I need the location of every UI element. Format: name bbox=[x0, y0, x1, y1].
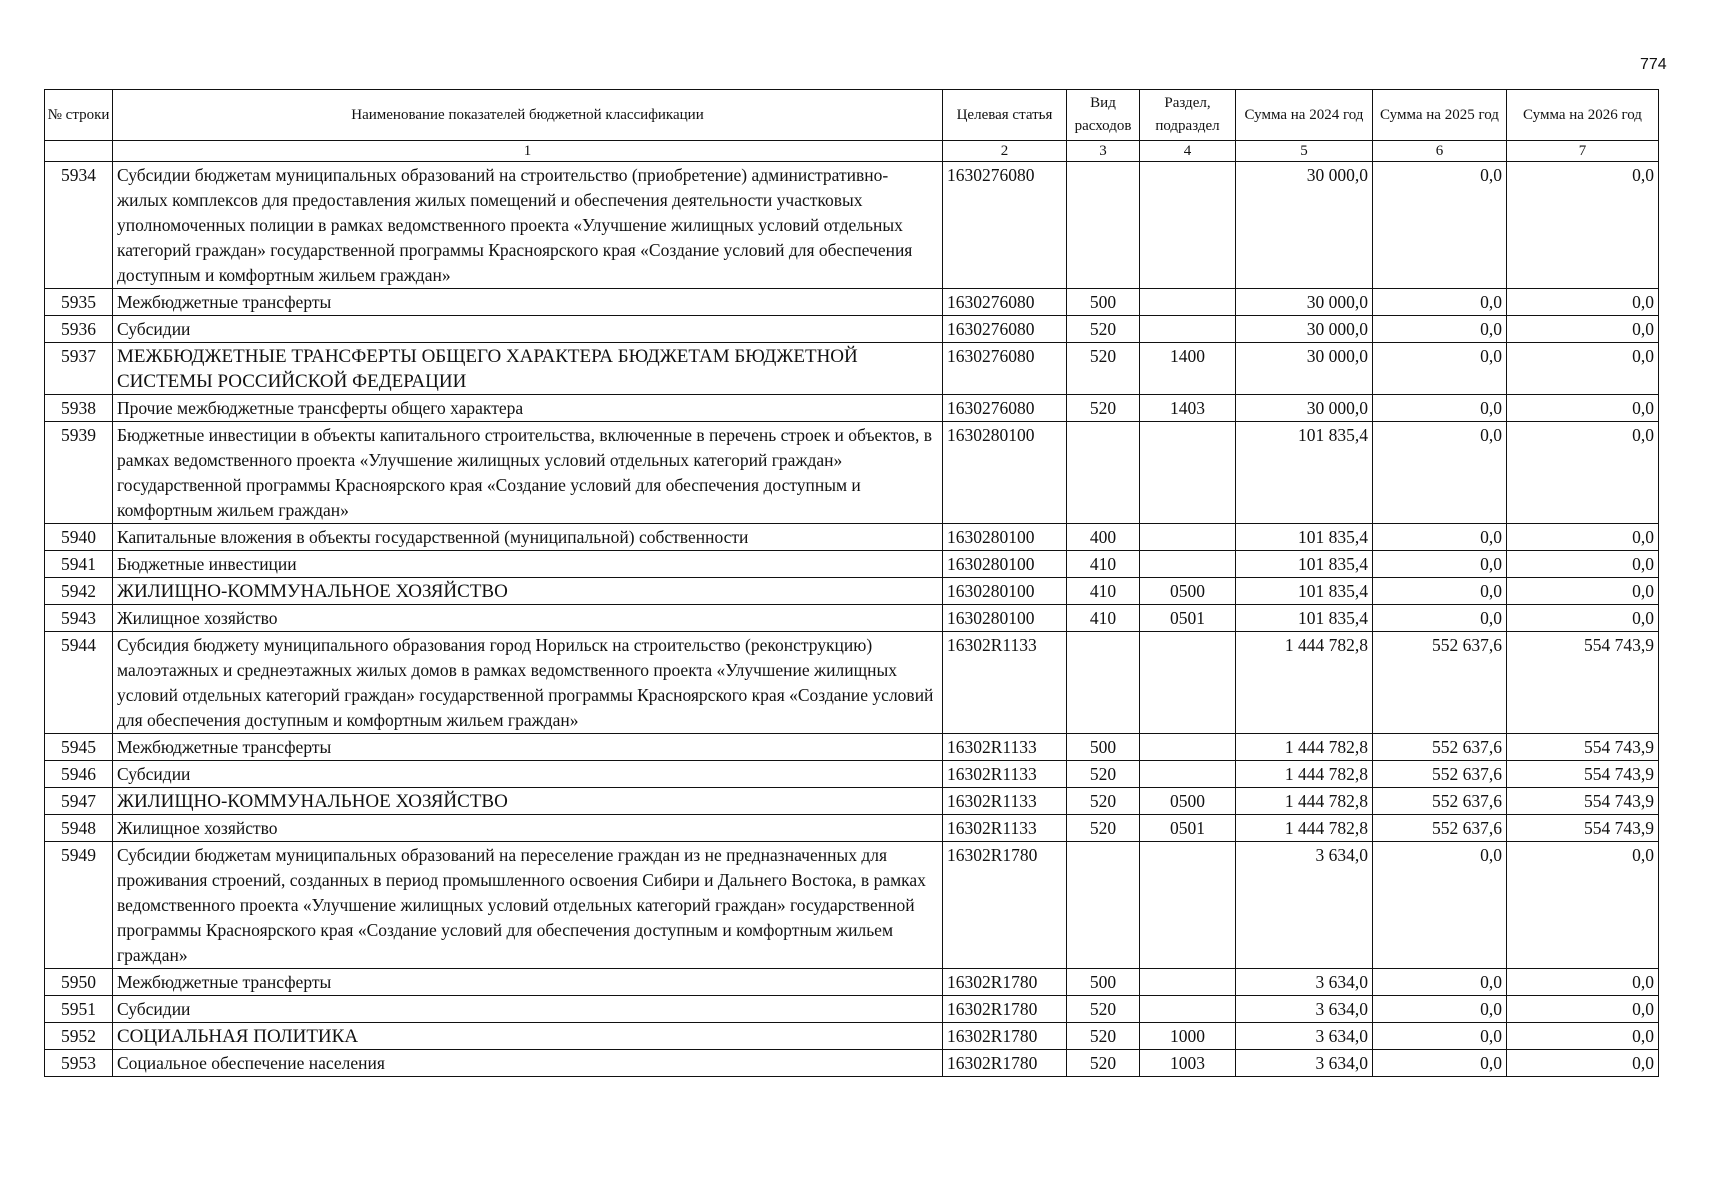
sum-2025-cell: 0,0 bbox=[1373, 162, 1507, 289]
sum-2024-cell: 1 444 782,8 bbox=[1236, 788, 1373, 815]
section-cell bbox=[1140, 524, 1236, 551]
expense-type-cell bbox=[1067, 632, 1140, 734]
header-number-cell: 4 bbox=[1140, 141, 1236, 162]
section-cell bbox=[1140, 969, 1236, 996]
expense-type-cell: 500 bbox=[1067, 289, 1140, 316]
sum-2024-cell: 101 835,4 bbox=[1236, 605, 1373, 632]
sum-2024-cell: 3 634,0 bbox=[1236, 996, 1373, 1023]
header-number-cell: 1 bbox=[113, 141, 943, 162]
target-article-cell: 1630276080 bbox=[943, 395, 1067, 422]
expense-type-cell bbox=[1067, 842, 1140, 969]
header-sum-2024: Сумма на 2024 год bbox=[1236, 90, 1373, 141]
indicator-name-cell: Межбюджетные трансферты bbox=[113, 734, 943, 761]
target-article-cell: 16302R1133 bbox=[943, 632, 1067, 734]
indicator-name-cell: Субсидии бюджетам муниципальных образований на переселение граждан из не предназначенных для проживания строений, созданных в период промышленного освоения Сибири и Дальнего Востока, в рамках ведомственного проекта «Улучшение жилищных условий отдельных категорий граждан» государственной программы Красноярского края «Создание условий для обеспечения доступным и комфортным жильем граждан» bbox=[113, 842, 943, 969]
header-indicator-name: Наименование показателей бюджетной классификации bbox=[113, 90, 943, 141]
sum-2026-cell: 554 743,9 bbox=[1507, 734, 1659, 761]
section-cell: 1000 bbox=[1140, 1023, 1236, 1050]
sum-2026-cell: 0,0 bbox=[1507, 842, 1659, 969]
expense-type-cell: 520 bbox=[1067, 316, 1140, 343]
row-number-cell: 5935 bbox=[45, 289, 113, 316]
expense-type-cell: 520 bbox=[1067, 1050, 1140, 1077]
row-number-cell: 5941 bbox=[45, 551, 113, 578]
indicator-name-cell: Субсидии bbox=[113, 761, 943, 788]
table-row bbox=[45, 316, 1659, 343]
expense-type-cell: 500 bbox=[1067, 734, 1140, 761]
sum-2024-cell: 30 000,0 bbox=[1236, 395, 1373, 422]
indicator-name-cell: Жилищное хозяйство bbox=[113, 605, 943, 632]
expense-type-cell: 520 bbox=[1067, 815, 1140, 842]
table-row bbox=[45, 996, 1659, 1023]
sum-2025-cell: 0,0 bbox=[1373, 551, 1507, 578]
sum-2024-cell: 1 444 782,8 bbox=[1236, 761, 1373, 788]
expense-type-cell bbox=[1067, 162, 1140, 289]
sum-2026-cell: 554 743,9 bbox=[1507, 632, 1659, 734]
header-row-number: № строки bbox=[45, 90, 113, 141]
sum-2026-cell: 0,0 bbox=[1507, 578, 1659, 605]
expense-type-cell: 520 bbox=[1067, 343, 1140, 395]
indicator-name-cell: Бюджетные инвестиции в объекты капитального строительства, включенные в перечень строек и объектов, в рамках ведомственного проекта «Улучшение жилищных условий отдельных категорий граждан» государственной программы Красноярского края «Создание условий для обеспечения доступным и комфортным жильем граждан» bbox=[113, 422, 943, 524]
header-section: Раздел, подраздел bbox=[1140, 90, 1236, 141]
table-row bbox=[45, 788, 1659, 815]
header-row bbox=[45, 90, 1659, 141]
sum-2024-cell: 1 444 782,8 bbox=[1236, 815, 1373, 842]
row-number-cell: 5938 bbox=[45, 395, 113, 422]
row-number-cell: 5947 bbox=[45, 788, 113, 815]
target-article-cell: 1630280100 bbox=[943, 578, 1067, 605]
indicator-name-cell: Капитальные вложения в объекты государственной (муниципальной) собственности bbox=[113, 524, 943, 551]
target-article-cell: 16302R1133 bbox=[943, 734, 1067, 761]
header-sum-2025: Сумма на 2025 год bbox=[1373, 90, 1507, 141]
table-row bbox=[45, 289, 1659, 316]
section-cell bbox=[1140, 842, 1236, 969]
table-row bbox=[45, 162, 1659, 289]
header-number-cell: 3 bbox=[1067, 141, 1140, 162]
indicator-name-cell: Социальное обеспечение населения bbox=[113, 1050, 943, 1077]
section-cell bbox=[1140, 316, 1236, 343]
sum-2025-cell: 0,0 bbox=[1373, 842, 1507, 969]
sum-2024-cell: 1 444 782,8 bbox=[1236, 734, 1373, 761]
expense-type-cell: 520 bbox=[1067, 788, 1140, 815]
target-article-cell: 16302R1780 bbox=[943, 996, 1067, 1023]
sum-2025-cell: 0,0 bbox=[1373, 316, 1507, 343]
table-row bbox=[45, 578, 1659, 605]
target-article-cell: 1630280100 bbox=[943, 422, 1067, 524]
sum-2025-cell: 0,0 bbox=[1373, 1023, 1507, 1050]
sum-2024-cell: 101 835,4 bbox=[1236, 578, 1373, 605]
section-cell: 0501 bbox=[1140, 815, 1236, 842]
target-article-cell: 16302R1780 bbox=[943, 842, 1067, 969]
table-row bbox=[45, 1023, 1659, 1050]
target-article-cell: 1630280100 bbox=[943, 605, 1067, 632]
sum-2025-cell: 0,0 bbox=[1373, 343, 1507, 395]
sum-2024-cell: 101 835,4 bbox=[1236, 524, 1373, 551]
row-number-cell: 5942 bbox=[45, 578, 113, 605]
sum-2026-cell: 554 743,9 bbox=[1507, 761, 1659, 788]
sum-2026-cell: 0,0 bbox=[1507, 343, 1659, 395]
sum-2024-cell: 101 835,4 bbox=[1236, 422, 1373, 524]
expense-type-cell: 500 bbox=[1067, 969, 1140, 996]
sum-2026-cell: 0,0 bbox=[1507, 395, 1659, 422]
sum-2026-cell: 0,0 bbox=[1507, 605, 1659, 632]
table-row bbox=[45, 761, 1659, 788]
header-number-cell: 6 bbox=[1373, 141, 1507, 162]
row-number-cell: 5953 bbox=[45, 1050, 113, 1077]
expense-type-cell: 410 bbox=[1067, 578, 1140, 605]
table-row bbox=[45, 395, 1659, 422]
table-row bbox=[45, 815, 1659, 842]
target-article-cell: 1630276080 bbox=[943, 289, 1067, 316]
page-number: 774 bbox=[1640, 56, 1667, 73]
sum-2024-cell: 101 835,4 bbox=[1236, 551, 1373, 578]
sum-2025-cell: 552 637,6 bbox=[1373, 761, 1507, 788]
row-number-cell: 5936 bbox=[45, 316, 113, 343]
indicator-name-cell: ЖИЛИЩНО-КОММУНАЛЬНОЕ ХОЗЯЙСТВО bbox=[113, 788, 943, 815]
sum-2026-cell: 0,0 bbox=[1507, 289, 1659, 316]
sum-2024-cell: 3 634,0 bbox=[1236, 842, 1373, 969]
section-cell: 1003 bbox=[1140, 1050, 1236, 1077]
indicator-name-cell: СОЦИАЛЬНАЯ ПОЛИТИКА bbox=[113, 1023, 943, 1050]
sum-2024-cell: 3 634,0 bbox=[1236, 969, 1373, 996]
sum-2025-cell: 552 637,6 bbox=[1373, 734, 1507, 761]
sum-2025-cell: 0,0 bbox=[1373, 969, 1507, 996]
section-cell: 0500 bbox=[1140, 788, 1236, 815]
indicator-name-cell: Субсидии бюджетам муниципальных образований на строительство (приобретение) административно-жилых комплексов для предоставления жилых помещений и обеспечения деятельности участковых уполномоченных полиции в рамках ведомственного проекта «Улучшение жилищных условий отдельных категорий граждан» государственной программы Красноярского края «Создание условий для обеспечения доступным и комфортным жильем граждан» bbox=[113, 162, 943, 289]
sum-2025-cell: 552 637,6 bbox=[1373, 788, 1507, 815]
sum-2026-cell: 0,0 bbox=[1507, 969, 1659, 996]
section-cell bbox=[1140, 632, 1236, 734]
sum-2026-cell: 0,0 bbox=[1507, 524, 1659, 551]
indicator-name-cell: Субсидия бюджету муниципального образования город Норильск на строительство (реконструкцию) малоэтажных и среднеэтажных жилых домов в рамках ведомственного проекта «Улучшение жилищных условий отдельных категорий граждан» государственной программы Красноярского края «Создание условий для обеспечения доступным и комфортным жильем граждан» bbox=[113, 632, 943, 734]
table-row bbox=[45, 842, 1659, 969]
target-article-cell: 16302R1133 bbox=[943, 761, 1067, 788]
header-sum-2026: Сумма на 2026 год bbox=[1507, 90, 1659, 141]
sum-2025-cell: 552 637,6 bbox=[1373, 632, 1507, 734]
sum-2025-cell: 0,0 bbox=[1373, 395, 1507, 422]
row-number-cell: 5948 bbox=[45, 815, 113, 842]
sum-2026-cell: 554 743,9 bbox=[1507, 815, 1659, 842]
section-cell bbox=[1140, 551, 1236, 578]
target-article-cell: 16302R1133 bbox=[943, 815, 1067, 842]
header-expense-type: Вид расходов bbox=[1067, 90, 1140, 141]
section-cell bbox=[1140, 162, 1236, 289]
target-article-cell: 16302R1780 bbox=[943, 1050, 1067, 1077]
expense-type-cell: 520 bbox=[1067, 1023, 1140, 1050]
sum-2024-cell: 30 000,0 bbox=[1236, 162, 1373, 289]
header-number-cell: 7 bbox=[1507, 141, 1659, 162]
sum-2026-cell: 0,0 bbox=[1507, 996, 1659, 1023]
sum-2025-cell: 0,0 bbox=[1373, 605, 1507, 632]
expense-type-cell: 410 bbox=[1067, 605, 1140, 632]
table-row bbox=[45, 551, 1659, 578]
sum-2024-cell: 3 634,0 bbox=[1236, 1050, 1373, 1077]
row-number-cell: 5946 bbox=[45, 761, 113, 788]
expense-type-cell: 520 bbox=[1067, 395, 1140, 422]
header-target-article: Целевая статья bbox=[943, 90, 1067, 141]
sum-2026-cell: 0,0 bbox=[1507, 1050, 1659, 1077]
section-cell: 0500 bbox=[1140, 578, 1236, 605]
expense-type-cell: 400 bbox=[1067, 524, 1140, 551]
section-cell bbox=[1140, 734, 1236, 761]
indicator-name-cell: Прочие межбюджетные трансферты общего характера bbox=[113, 395, 943, 422]
sum-2026-cell: 0,0 bbox=[1507, 551, 1659, 578]
expense-type-cell bbox=[1067, 422, 1140, 524]
expense-type-cell: 520 bbox=[1067, 761, 1140, 788]
sum-2024-cell: 3 634,0 bbox=[1236, 1023, 1373, 1050]
target-article-cell: 1630276080 bbox=[943, 162, 1067, 289]
row-number-cell: 5949 bbox=[45, 842, 113, 969]
sum-2026-cell: 0,0 bbox=[1507, 422, 1659, 524]
indicator-name-cell: Субсидии bbox=[113, 316, 943, 343]
header-numbering-row bbox=[45, 141, 1659, 162]
row-number-cell: 5950 bbox=[45, 969, 113, 996]
section-cell bbox=[1140, 996, 1236, 1023]
header-number-cell: 5 bbox=[1236, 141, 1373, 162]
header-number-cell bbox=[45, 141, 113, 162]
indicator-name-cell: Жилищное хозяйство bbox=[113, 815, 943, 842]
sum-2024-cell: 1 444 782,8 bbox=[1236, 632, 1373, 734]
table-row bbox=[45, 524, 1659, 551]
sum-2025-cell: 0,0 bbox=[1373, 524, 1507, 551]
section-cell: 1400 bbox=[1140, 343, 1236, 395]
sum-2025-cell: 0,0 bbox=[1373, 996, 1507, 1023]
target-article-cell: 1630280100 bbox=[943, 524, 1067, 551]
indicator-name-cell: Межбюджетные трансферты bbox=[113, 969, 943, 996]
row-number-cell: 5952 bbox=[45, 1023, 113, 1050]
target-article-cell: 16302R1780 bbox=[943, 969, 1067, 996]
section-cell: 1403 bbox=[1140, 395, 1236, 422]
section-cell bbox=[1140, 761, 1236, 788]
header-number-cell: 2 bbox=[943, 141, 1067, 162]
row-number-cell: 5934 bbox=[45, 162, 113, 289]
sum-2026-cell: 0,0 bbox=[1507, 162, 1659, 289]
sum-2025-cell: 0,0 bbox=[1373, 578, 1507, 605]
row-number-cell: 5940 bbox=[45, 524, 113, 551]
budget-table bbox=[44, 89, 1659, 1077]
sum-2024-cell: 30 000,0 bbox=[1236, 289, 1373, 316]
section-cell: 0501 bbox=[1140, 605, 1236, 632]
row-number-cell: 5945 bbox=[45, 734, 113, 761]
indicator-name-cell: МЕЖБЮДЖЕТНЫЕ ТРАНСФЕРТЫ ОБЩЕГО ХАРАКТЕРА БЮДЖЕТАМ БЮДЖЕТНОЙ СИСТЕМЫ РОССИЙСКОЙ ФЕДЕРАЦИИ bbox=[113, 343, 943, 395]
indicator-name-cell: Межбюджетные трансферты bbox=[113, 289, 943, 316]
target-article-cell: 1630276080 bbox=[943, 343, 1067, 395]
table-row bbox=[45, 632, 1659, 734]
row-number-cell: 5939 bbox=[45, 422, 113, 524]
sum-2025-cell: 552 637,6 bbox=[1373, 815, 1507, 842]
sum-2025-cell: 0,0 bbox=[1373, 422, 1507, 524]
indicator-name-cell: Бюджетные инвестиции bbox=[113, 551, 943, 578]
expense-type-cell: 410 bbox=[1067, 551, 1140, 578]
row-number-cell: 5944 bbox=[45, 632, 113, 734]
target-article-cell: 16302R1780 bbox=[943, 1023, 1067, 1050]
target-article-cell: 16302R1133 bbox=[943, 788, 1067, 815]
row-number-cell: 5943 bbox=[45, 605, 113, 632]
table-row bbox=[45, 1050, 1659, 1077]
table-row bbox=[45, 734, 1659, 761]
row-number-cell: 5951 bbox=[45, 996, 113, 1023]
sum-2025-cell: 0,0 bbox=[1373, 289, 1507, 316]
expense-type-cell: 520 bbox=[1067, 996, 1140, 1023]
sum-2026-cell: 0,0 bbox=[1507, 316, 1659, 343]
row-number-cell: 5937 bbox=[45, 343, 113, 395]
table-row bbox=[45, 969, 1659, 996]
indicator-name-cell: ЖИЛИЩНО-КОММУНАЛЬНОЕ ХОЗЯЙСТВО bbox=[113, 578, 943, 605]
sum-2025-cell: 0,0 bbox=[1373, 1050, 1507, 1077]
sum-2024-cell: 30 000,0 bbox=[1236, 343, 1373, 395]
section-cell bbox=[1140, 289, 1236, 316]
indicator-name-cell: Субсидии bbox=[113, 996, 943, 1023]
sum-2026-cell: 554 743,9 bbox=[1507, 788, 1659, 815]
table-row bbox=[45, 605, 1659, 632]
sum-2024-cell: 30 000,0 bbox=[1236, 316, 1373, 343]
section-cell bbox=[1140, 422, 1236, 524]
table-row bbox=[45, 422, 1659, 524]
target-article-cell: 1630280100 bbox=[943, 551, 1067, 578]
target-article-cell: 1630276080 bbox=[943, 316, 1067, 343]
sum-2026-cell: 0,0 bbox=[1507, 1023, 1659, 1050]
table-row bbox=[45, 343, 1659, 395]
